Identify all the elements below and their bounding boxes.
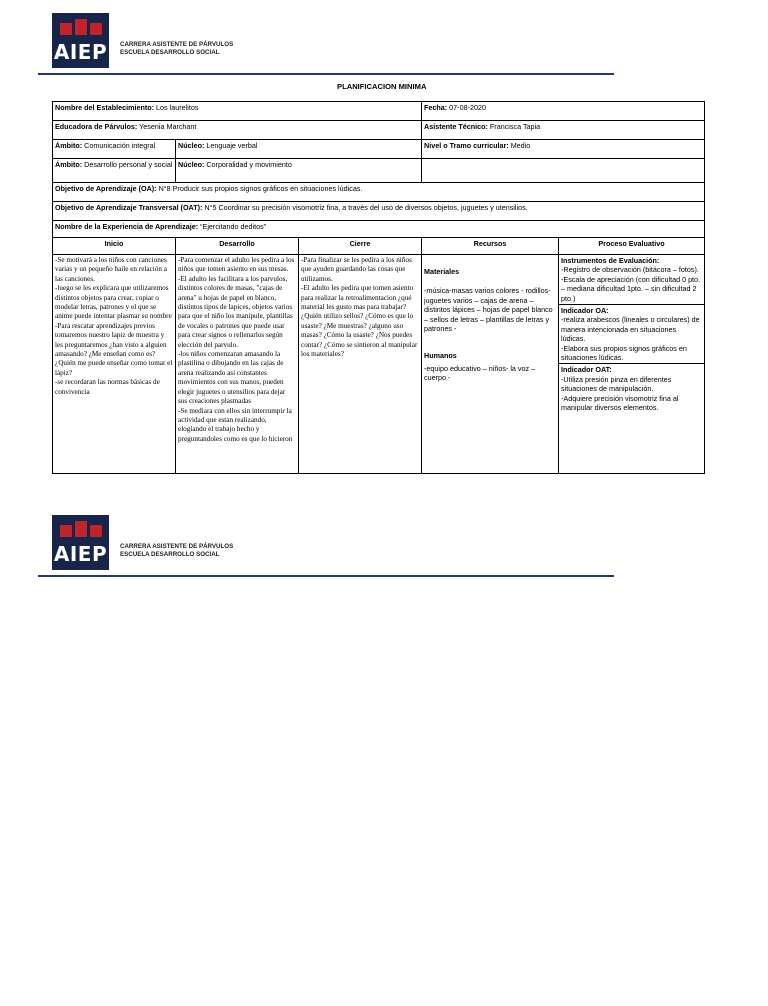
recursos-materiales-title: Materiales — [424, 267, 460, 276]
col-header-desarrollo: Desarrollo — [176, 238, 299, 255]
eval-oa-block — [559, 305, 704, 364]
header-line-2-2: ESCUELA DESARROLLO SOCIAL — [120, 551, 220, 558]
ambito-2-label: Ámbito: — [55, 160, 83, 169]
asistente-label: Asistente Técnico: — [424, 122, 488, 131]
eval-oat-title: Indicador OAT: — [561, 365, 612, 375]
nucleo-2-cell — [176, 159, 422, 183]
oat-value: N°5 Coordinar su precisión visomotriz fina, a través del uso de diversos objetos, juguetes y utensilios. — [202, 203, 528, 212]
nucleo-1-value: Lenguaje verbal — [204, 141, 258, 150]
educadora-label: Educadora de Párvulos: — [55, 122, 138, 131]
nivel-value: Medio — [508, 141, 531, 150]
recursos-content — [422, 255, 559, 474]
nivel-cell — [422, 140, 705, 159]
logo-bars-icon — [60, 521, 104, 537]
header-line-1-2: CARRERA ASISTENTE DE PÁRVULOS — [120, 543, 234, 550]
establecimiento-label: Nombre del Establecimiento: — [55, 103, 155, 112]
aiep-logo — [52, 13, 109, 68]
nucleo-2-value: Corporalidad y movimiento — [204, 160, 292, 169]
logo-text: AIEP — [53, 40, 108, 64]
col-header-evaluativo: Proceso Evaluativo — [559, 238, 705, 255]
header-line-2: ESCUELA DESARROLLO SOCIAL — [120, 49, 220, 56]
ambito-1-cell — [53, 140, 176, 159]
educadora-value: Yesenia Marchant — [137, 122, 197, 131]
recursos-materiales-text: -música-masas varios colores - rodillos- juguetes varios – cajas de arena – distintos lápices – hojas de papel blanco – sellos de letras – plantillas de letras y patrones - — [424, 286, 553, 334]
eval-oat-block — [559, 364, 704, 413]
asistente-value: Francisca Tapia — [487, 122, 541, 131]
oa-label: Objetivo de Aprendizaje (OA): — [55, 184, 157, 193]
planning-table — [52, 101, 705, 474]
empty-cell — [422, 159, 705, 183]
eval-oa-text: -realiza arabescos (lineales o circulares) de manera intencionada en situaciones lúdicas. -Elabora sus propios signos gráficos en situaciones lúdicas. — [561, 315, 700, 363]
establecimiento-value: Los laurelitos — [154, 103, 199, 112]
fecha-value: 07-08-2020 — [447, 103, 486, 112]
header-line-1: CARRERA ASISTENTE DE PÁRVULOS — [120, 41, 234, 48]
eval-oa-title: Indicador OA: — [561, 306, 609, 316]
recursos-humanos-title: Humanos — [424, 351, 457, 361]
col-header-cierre: Cierre — [299, 238, 422, 255]
logo-text-2: AIEP — [53, 542, 108, 566]
header-text-2 — [120, 543, 233, 559]
header-text — [120, 41, 233, 57]
oa-cell — [53, 183, 705, 202]
col-header-inicio: Inicio — [53, 238, 176, 255]
eval-instrumentos-title: Instrumentos de Evaluación: — [561, 256, 660, 265]
ambito-1-value: Comunicación integral — [82, 141, 156, 150]
oat-cell — [53, 202, 705, 221]
experiencia-cell — [53, 221, 705, 238]
nivel-label: Nivel o Tramo curricular: — [424, 141, 509, 150]
nucleo-1-cell — [176, 140, 422, 159]
experiencia-label: Nombre de la Experiencia de Aprendizaje: — [55, 222, 199, 231]
oa-value: N°8 Producir sus propios signos gráficos en situaciones lúdicas. — [156, 184, 363, 193]
header-rule — [38, 73, 614, 75]
evaluativo-content — [559, 255, 705, 474]
ambito-2-value: Desarrollo personal y social — [82, 160, 173, 169]
ambito-2-cell — [53, 159, 176, 183]
second-page-header — [52, 515, 614, 579]
col-header-recursos: Recursos — [422, 238, 559, 255]
oat-label: Objetivo de Aprendizaje Transversal (OAT): — [55, 203, 203, 212]
inicio-content: -Se motivará a los niños con canciones varias y un pequeño baile en relación a las canciones. -luego se les explicara que utilizaremos distintos objetos para crear, copiar o modelar letras, patrones y el que se anime puede intentar plasmar su nombre -Para rescatar aprendizajes previos tomaremos nuestro lapiz de muestra y les preguntaremos ¿han visto a alguien amasando? ¿Me enseñan como es? ¿Quién me puede enseñar como tomar el lápiz? -se recordaran las normas básicas de convivencia — [53, 255, 176, 474]
logo-bars-icon — [60, 19, 104, 35]
cierre-content: -Para finalizar se les pedira a los niños que ayuden guardando las cosas que utilizamos. -El adulto les pedira que tomen asiento para realizar la retroalimentacion ¿qué material les gusto mas para trabajar? ¿Quién utilizo sellos? ¿Cómo es que lo usaste? ¿Me muestras? ¿alguno uso masas? ¿Cómo la usaste? ¿Nos puedes contar? ¿Cómo se sintieron al manipular los materiales? — [299, 255, 422, 474]
eval-instrumentos-block — [559, 255, 704, 305]
asistente-cell — [422, 121, 705, 140]
ambito-1-label: Ámbito: — [55, 141, 83, 150]
eval-instrumentos-text: -Registro de observación (bitácora – fotos). -Escala de apreciación (con dificultad 0 pto. – mediana dificultad 1pto. – sin dificultad 2 pto.) — [561, 265, 701, 303]
experiencia-value: “Ejercitando deditos” — [198, 222, 267, 231]
nucleo-2-label: Núcleo: — [178, 160, 205, 169]
page-header — [52, 13, 614, 77]
eval-oat-text: -Utiliza presión pinza en diferentes situaciones de manipulación. -Adquiere precisión visomotriz fina al manipular diversos elementos. — [561, 374, 679, 413]
educadora-cell — [53, 121, 422, 140]
establecimiento-cell — [53, 102, 422, 121]
header-rule-2 — [38, 575, 614, 577]
desarrollo-content: -Para comenzar el adulto les pedira a los niños que tomen asiento en sus mesas. -El adulto les facilitara a los parvulos, distintos colores de masas, "cajas de arena" u hojas de papel en blanco, distintos tipos de lapices, objetos varios para que el niño los manipule, plantillas de vocales o patrones que puede usar para crear signos o rellenarlos según elección del parvulo. -los niños comenzaran amasando la plastilina o dibujando en las cajas de arena realizando asi constantes movimientos con sus manos, pueden elegir juguetes o utensilios para dejar sus creaciones plasmadas -Se mediara con ellos sin interrumpir la actividad que estan realizando, elogiando el trabajo hecho y preguntandoles como es que lo hicieron — [176, 255, 299, 474]
page-title: PLANIFICACION MINIMA — [337, 82, 427, 91]
aiep-logo-2 — [52, 515, 109, 570]
fecha-cell — [422, 102, 705, 121]
fecha-label: Fecha: — [424, 103, 448, 112]
nucleo-1-label: Núcleo: — [178, 141, 205, 150]
recursos-humanos-text: -equipo educativo – niños- la voz – cuerpo - — [424, 363, 536, 383]
